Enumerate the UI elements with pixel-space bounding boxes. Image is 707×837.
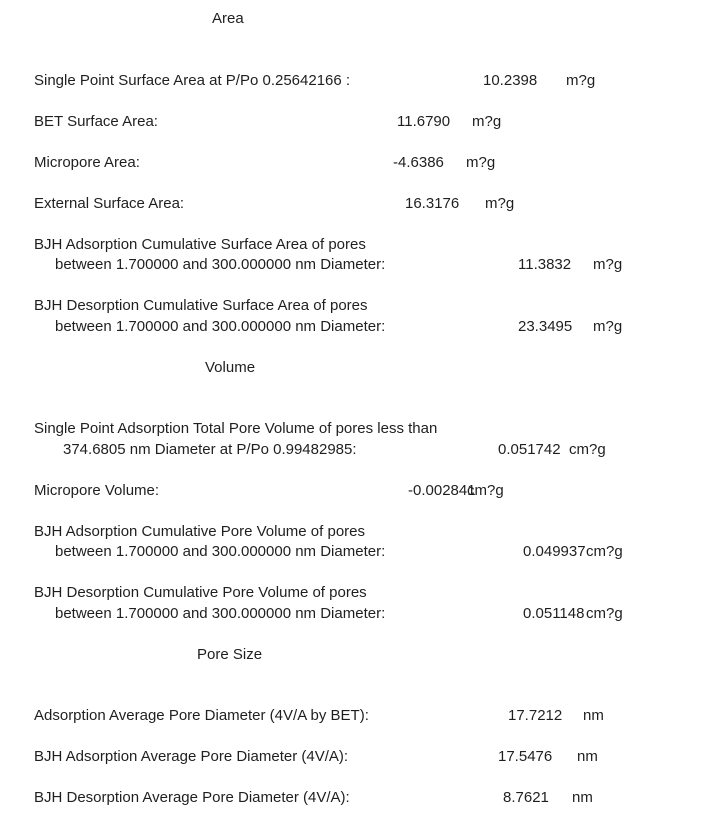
report-line bbox=[0, 522, 707, 543]
entry-label: between 1.700000 and 300.000000 nm Diameter: bbox=[55, 604, 386, 622]
entry-label: BJH Adsorption Cumulative Pore Volume of pores bbox=[34, 522, 366, 540]
entry-label: Single Point Adsorption Total Pore Volume of pores less than bbox=[34, 420, 438, 437]
entry-label: Single Point Surface Area at P/Po 0.25642166 : bbox=[34, 71, 351, 89]
report-line bbox=[0, 440, 707, 461]
report-line bbox=[0, 645, 707, 666]
entry-unit: cm?g bbox=[586, 604, 623, 622]
report-line bbox=[0, 194, 707, 215]
report-line bbox=[0, 71, 707, 92]
section-title-volume: Volume bbox=[205, 358, 256, 376]
entry-value: 0.049937 bbox=[523, 543, 586, 560]
entry-unit: cm?g bbox=[569, 440, 606, 458]
entry-label: External Surface Area: bbox=[34, 194, 185, 212]
entry-unit: m?g bbox=[593, 317, 623, 335]
report-line bbox=[0, 255, 707, 276]
entry-label: BJH Desorption Cumulative Surface Area of pores bbox=[34, 297, 368, 314]
report-line bbox=[0, 542, 707, 563]
report-line bbox=[0, 583, 707, 604]
entry-label: Adsorption Average Pore Diameter (4V/A by BET): bbox=[34, 707, 369, 724]
report-line bbox=[0, 235, 707, 256]
report-line bbox=[0, 9, 707, 30]
entry-value: 17.5476 bbox=[498, 748, 553, 765]
entry-unit: nm bbox=[577, 748, 598, 765]
entry-value: 11.3832 bbox=[518, 256, 572, 273]
entry-label: BJH Desorption Cumulative Pore Volume of pores bbox=[34, 584, 367, 601]
entry-unit: m?g bbox=[485, 194, 515, 212]
report-line bbox=[0, 604, 707, 625]
entry-value: 16.3176 bbox=[405, 194, 460, 212]
report-line bbox=[0, 317, 707, 338]
report-line bbox=[0, 153, 707, 174]
entry-value: -4.6386 bbox=[393, 153, 444, 171]
entry-value: -0.002841 bbox=[408, 481, 476, 499]
section-title-pore-size: Pore Size bbox=[197, 645, 263, 663]
entry-unit: m?g bbox=[466, 153, 496, 171]
report-line bbox=[0, 358, 707, 379]
entry-label: BJH Desorption Average Pore Diameter (4V/A): bbox=[34, 789, 350, 806]
entry-value: 23.3495 bbox=[518, 317, 573, 335]
entry-value: 0.051742 bbox=[498, 440, 561, 458]
report-line bbox=[0, 747, 707, 768]
report-line bbox=[0, 481, 707, 502]
entry-label: between 1.700000 and 300.000000 nm Diameter: bbox=[55, 543, 386, 560]
section-title-area: Area bbox=[212, 10, 244, 27]
entry-label: BJH Adsorption Cumulative Surface Area of pores bbox=[34, 235, 366, 253]
entry-label: between 1.700000 and 300.000000 nm Diameter: bbox=[55, 256, 386, 273]
entry-unit: cm?g bbox=[467, 481, 504, 499]
entry-unit: nm bbox=[572, 789, 593, 806]
entry-label: 374.6805 nm Diameter at P/Po 0.99482985: bbox=[63, 440, 357, 458]
entry-label: BET Surface Area: bbox=[34, 112, 158, 130]
entry-label: BJH Adsorption Average Pore Diameter (4V/A): bbox=[34, 748, 349, 765]
entry-value: 0.051148 bbox=[523, 604, 585, 622]
entry-label: Micropore Volume: bbox=[34, 481, 160, 499]
entry-unit: m?g bbox=[566, 71, 596, 89]
report-line bbox=[0, 296, 707, 317]
entry-unit: m?g bbox=[472, 112, 502, 130]
entry-unit: nm bbox=[583, 707, 604, 724]
report-line bbox=[0, 112, 707, 133]
report-line bbox=[0, 706, 707, 727]
entry-value: 8.7621 bbox=[503, 789, 549, 806]
report-line bbox=[0, 788, 707, 809]
entry-label: between 1.700000 and 300.000000 nm Diameter: bbox=[55, 317, 386, 335]
entry-unit: m?g bbox=[593, 256, 623, 273]
entry-unit: cm?g bbox=[586, 543, 623, 560]
entry-value: 17.7212 bbox=[508, 707, 563, 724]
entry-value: 11.6790 bbox=[397, 112, 451, 130]
entry-value: 10.2398 bbox=[483, 71, 538, 89]
report-line bbox=[0, 419, 707, 440]
entry-label: Micropore Area: bbox=[34, 153, 140, 171]
